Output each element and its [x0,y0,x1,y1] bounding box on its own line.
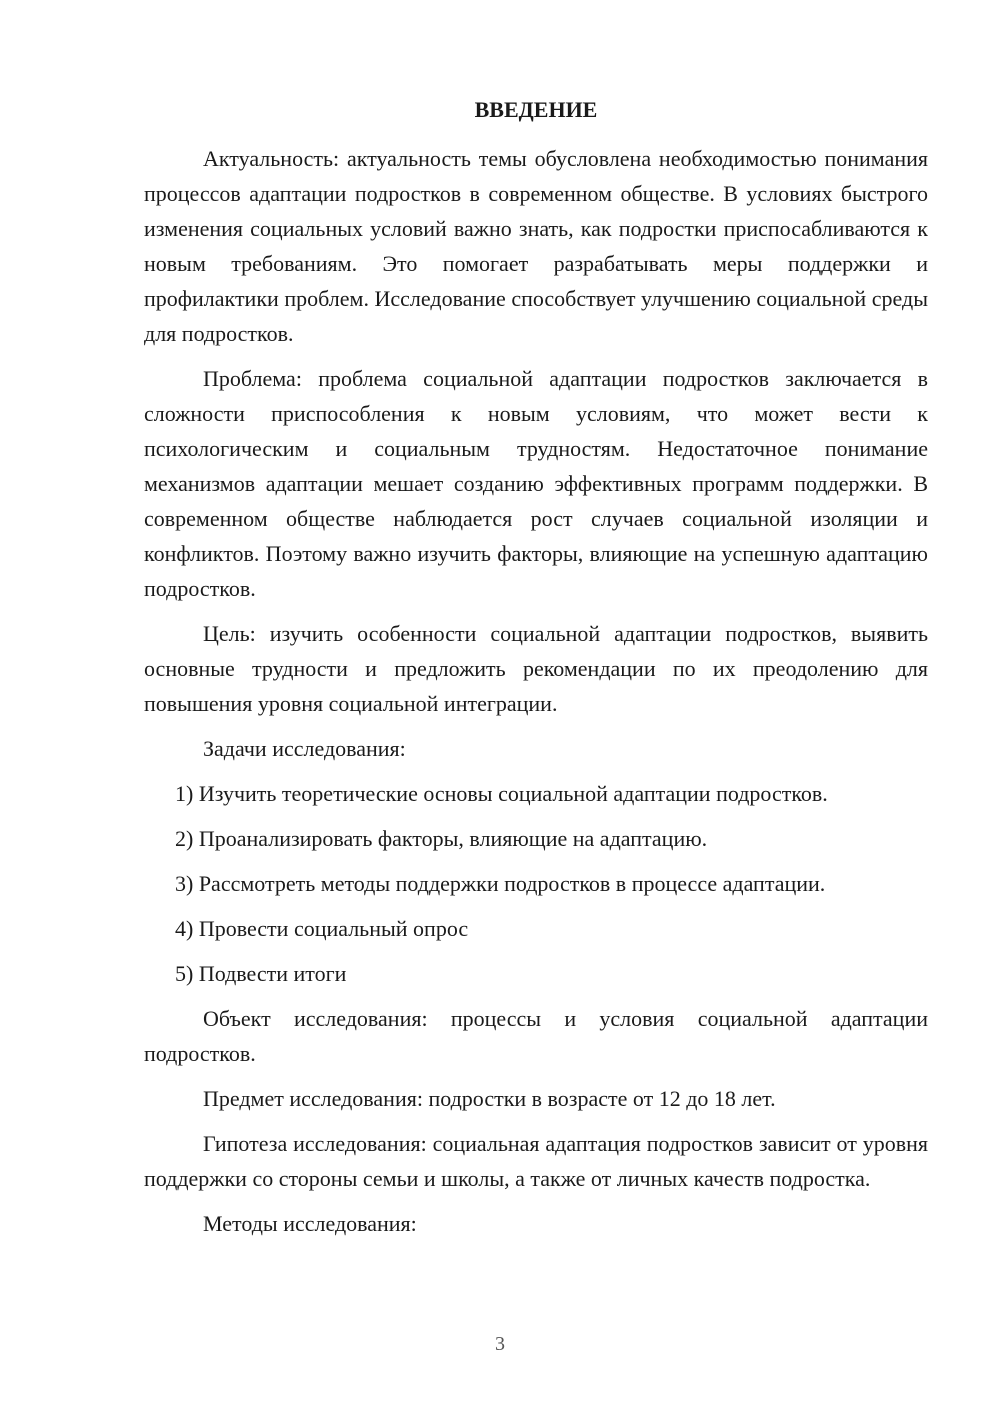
paragraph-problem: Проблема: проблема социальной адаптации подростков заключается в сложности приспособления к новым условиям, что может вести к психологическим и социальным трудностям. Недостаточное понимание механизмов адаптации мешает созданию эффективных программ поддержки. В современном обществе наблюдается рост случаев социальной изоляции и конфликтов. Поэтому важно изучить факторы, влияющие на успешную адаптацию подростков. [144,366,928,601]
page-title: ВВЕДЕНИЕ [474,97,598,122]
paragraph-goal: Цель: изучить особенности социальной адаптации подростков, выявить основные трудности и предложить рекомендации по их преодолению для повышения уровня социальной интеграции. [144,621,928,716]
paragraph-object: Объект исследования: процессы и условия социальной адаптации подростков. [144,1006,928,1066]
paragraph-relevance: Актуальность: актуальность темы обусловлена необходимостью понимания процессов адаптации подростков в современном обществе. В условиях быстрого изменения социальных условий важно знать, как подростки приспосабливаются к новым требованиям. Это помогает разрабатывать меры поддержки и профилактики проблем. Исследование способствует улучшению социальной среды для подростков. [144,146,928,346]
paragraph-tasks-heading: Задачи исследования: [203,736,406,761]
paragraph-subject: Предмет исследования: подростки в возрасте от 12 до 18 лет. [203,1086,776,1111]
list-item: 1) Изучить теоретические основы социальной адаптации подростков. [175,781,828,806]
document-body [144,141,928,1241]
page-number: 3 [495,1333,505,1355]
paragraph-methods-heading: Методы исследования: [203,1211,417,1236]
list-item: 2) Проанализировать факторы, влияющие на адаптацию. [175,826,708,851]
list-item: 3) Рассмотреть методы поддержки подростков в процессе адаптации. [175,871,826,896]
list-item: 5) Подвести итоги [175,961,347,986]
paragraph-hypothesis: Гипотеза исследования: социальная адаптация подростков зависит от уровня поддержки со стороны семьи и школы, а также от личных качеств подростка. [144,1131,928,1191]
list-item: 4) Провести социальный опрос [175,916,469,941]
